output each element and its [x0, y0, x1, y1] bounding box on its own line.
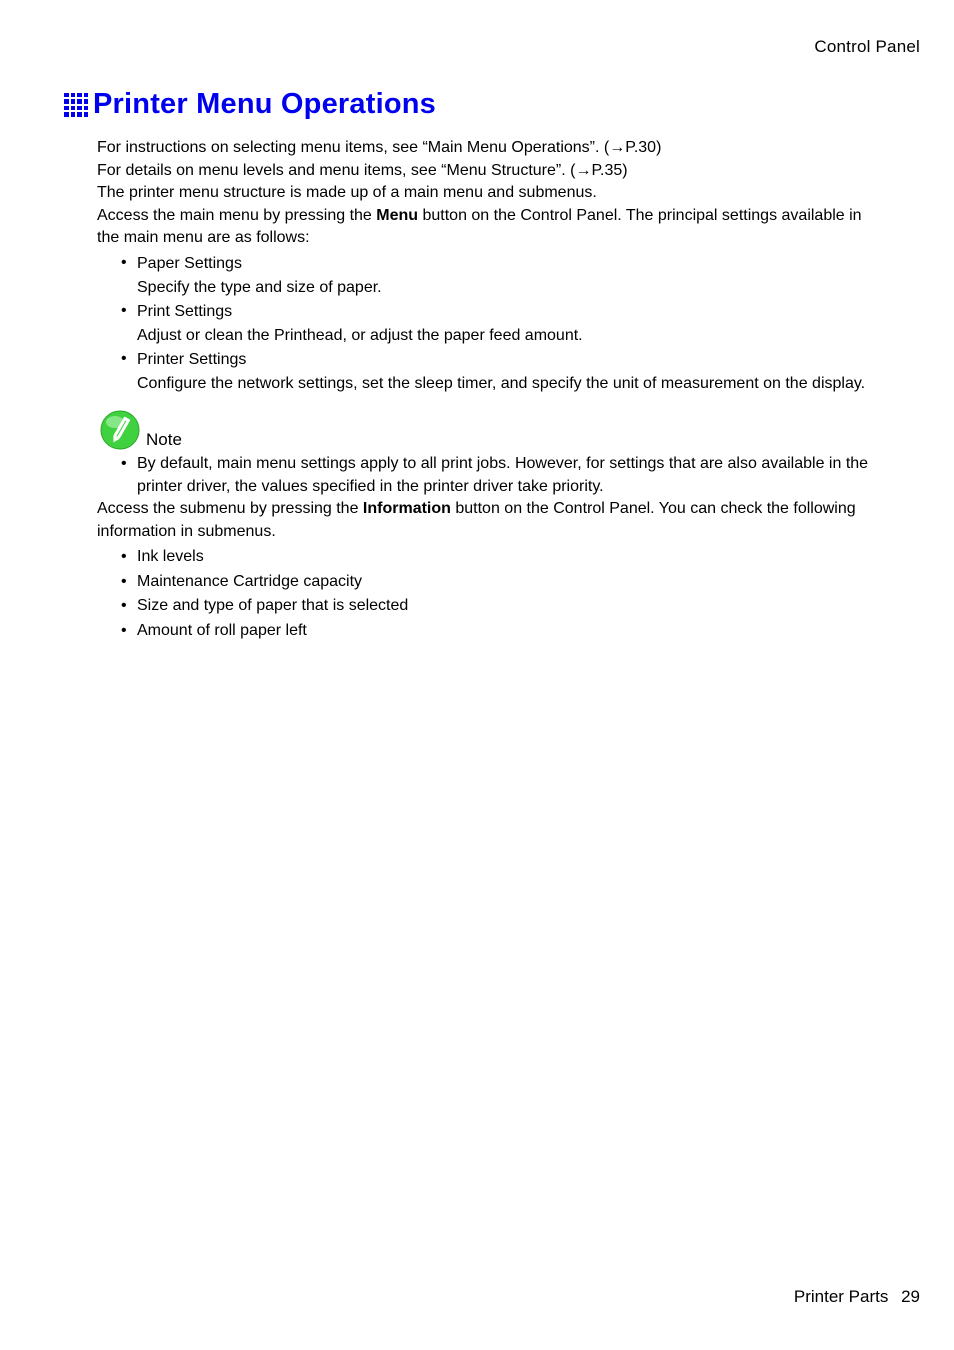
intro-line-2: For details on menu levels and menu items, see “Menu Structure”. (→P.35) — [97, 161, 628, 179]
section-grid-icon — [64, 93, 88, 117]
list-item: • Print Settings Adjust or clean the Printhead, or adjust the paper feed amount. — [97, 300, 887, 348]
note-label: Note — [146, 430, 182, 450]
menu-button-name: Menu — [376, 206, 419, 224]
list-item: • Amount of roll paper left — [97, 619, 887, 644]
note-pencil-icon — [100, 410, 140, 450]
list-item: • Ink levels — [97, 545, 887, 570]
list-item: • Paper Settings Specify the type and size of paper. — [97, 252, 887, 300]
running-header: Control Panel — [814, 37, 920, 56]
main-menu-list — [97, 252, 887, 396]
information-button-name: Information — [362, 499, 451, 517]
cross-reference-link[interactable]: (→P.30) — [603, 139, 662, 156]
page-content — [97, 137, 887, 644]
note-list — [97, 452, 887, 498]
submenu-list — [97, 545, 887, 643]
note-header — [97, 406, 887, 450]
intro-line-3: The printer menu structure is made up of a main menu and submenus. — [97, 184, 597, 202]
page-title: Printer Menu Operations — [93, 88, 436, 120]
intro-line-1: For instructions on selecting menu items, see “Main Menu Operations”. (→P.30) — [97, 139, 662, 156]
list-item: • Maintenance Cartridge capacity — [97, 570, 887, 595]
footer-section-label: Printer Parts — [793, 1287, 889, 1306]
page-footer — [794, 1287, 920, 1307]
list-item: • Size and type of paper that is selected — [97, 594, 887, 619]
intro-line-4: Access the main menu by pressing the Menu button on the Control Panel. The principal settings available in the main menu are as follows: — [97, 206, 862, 247]
list-item: • By default, main menu settings apply to all print jobs. However, for settings that are also available in the printer driver, the values specified in the printer driver take priority. — [97, 452, 887, 498]
page-title-row — [64, 88, 436, 121]
cross-reference-link[interactable]: (→P.35) — [570, 161, 628, 179]
submenu-paragraph: Access the submenu by pressing the Information button on the Control Panel. You can check the following information in submenus. — [97, 499, 856, 540]
note-box — [97, 406, 887, 498]
list-item: • Printer Settings Configure the network settings, set the sleep timer, and specify the unit of measurement on the display. — [97, 348, 887, 396]
page-number: 29 — [901, 1287, 920, 1306]
